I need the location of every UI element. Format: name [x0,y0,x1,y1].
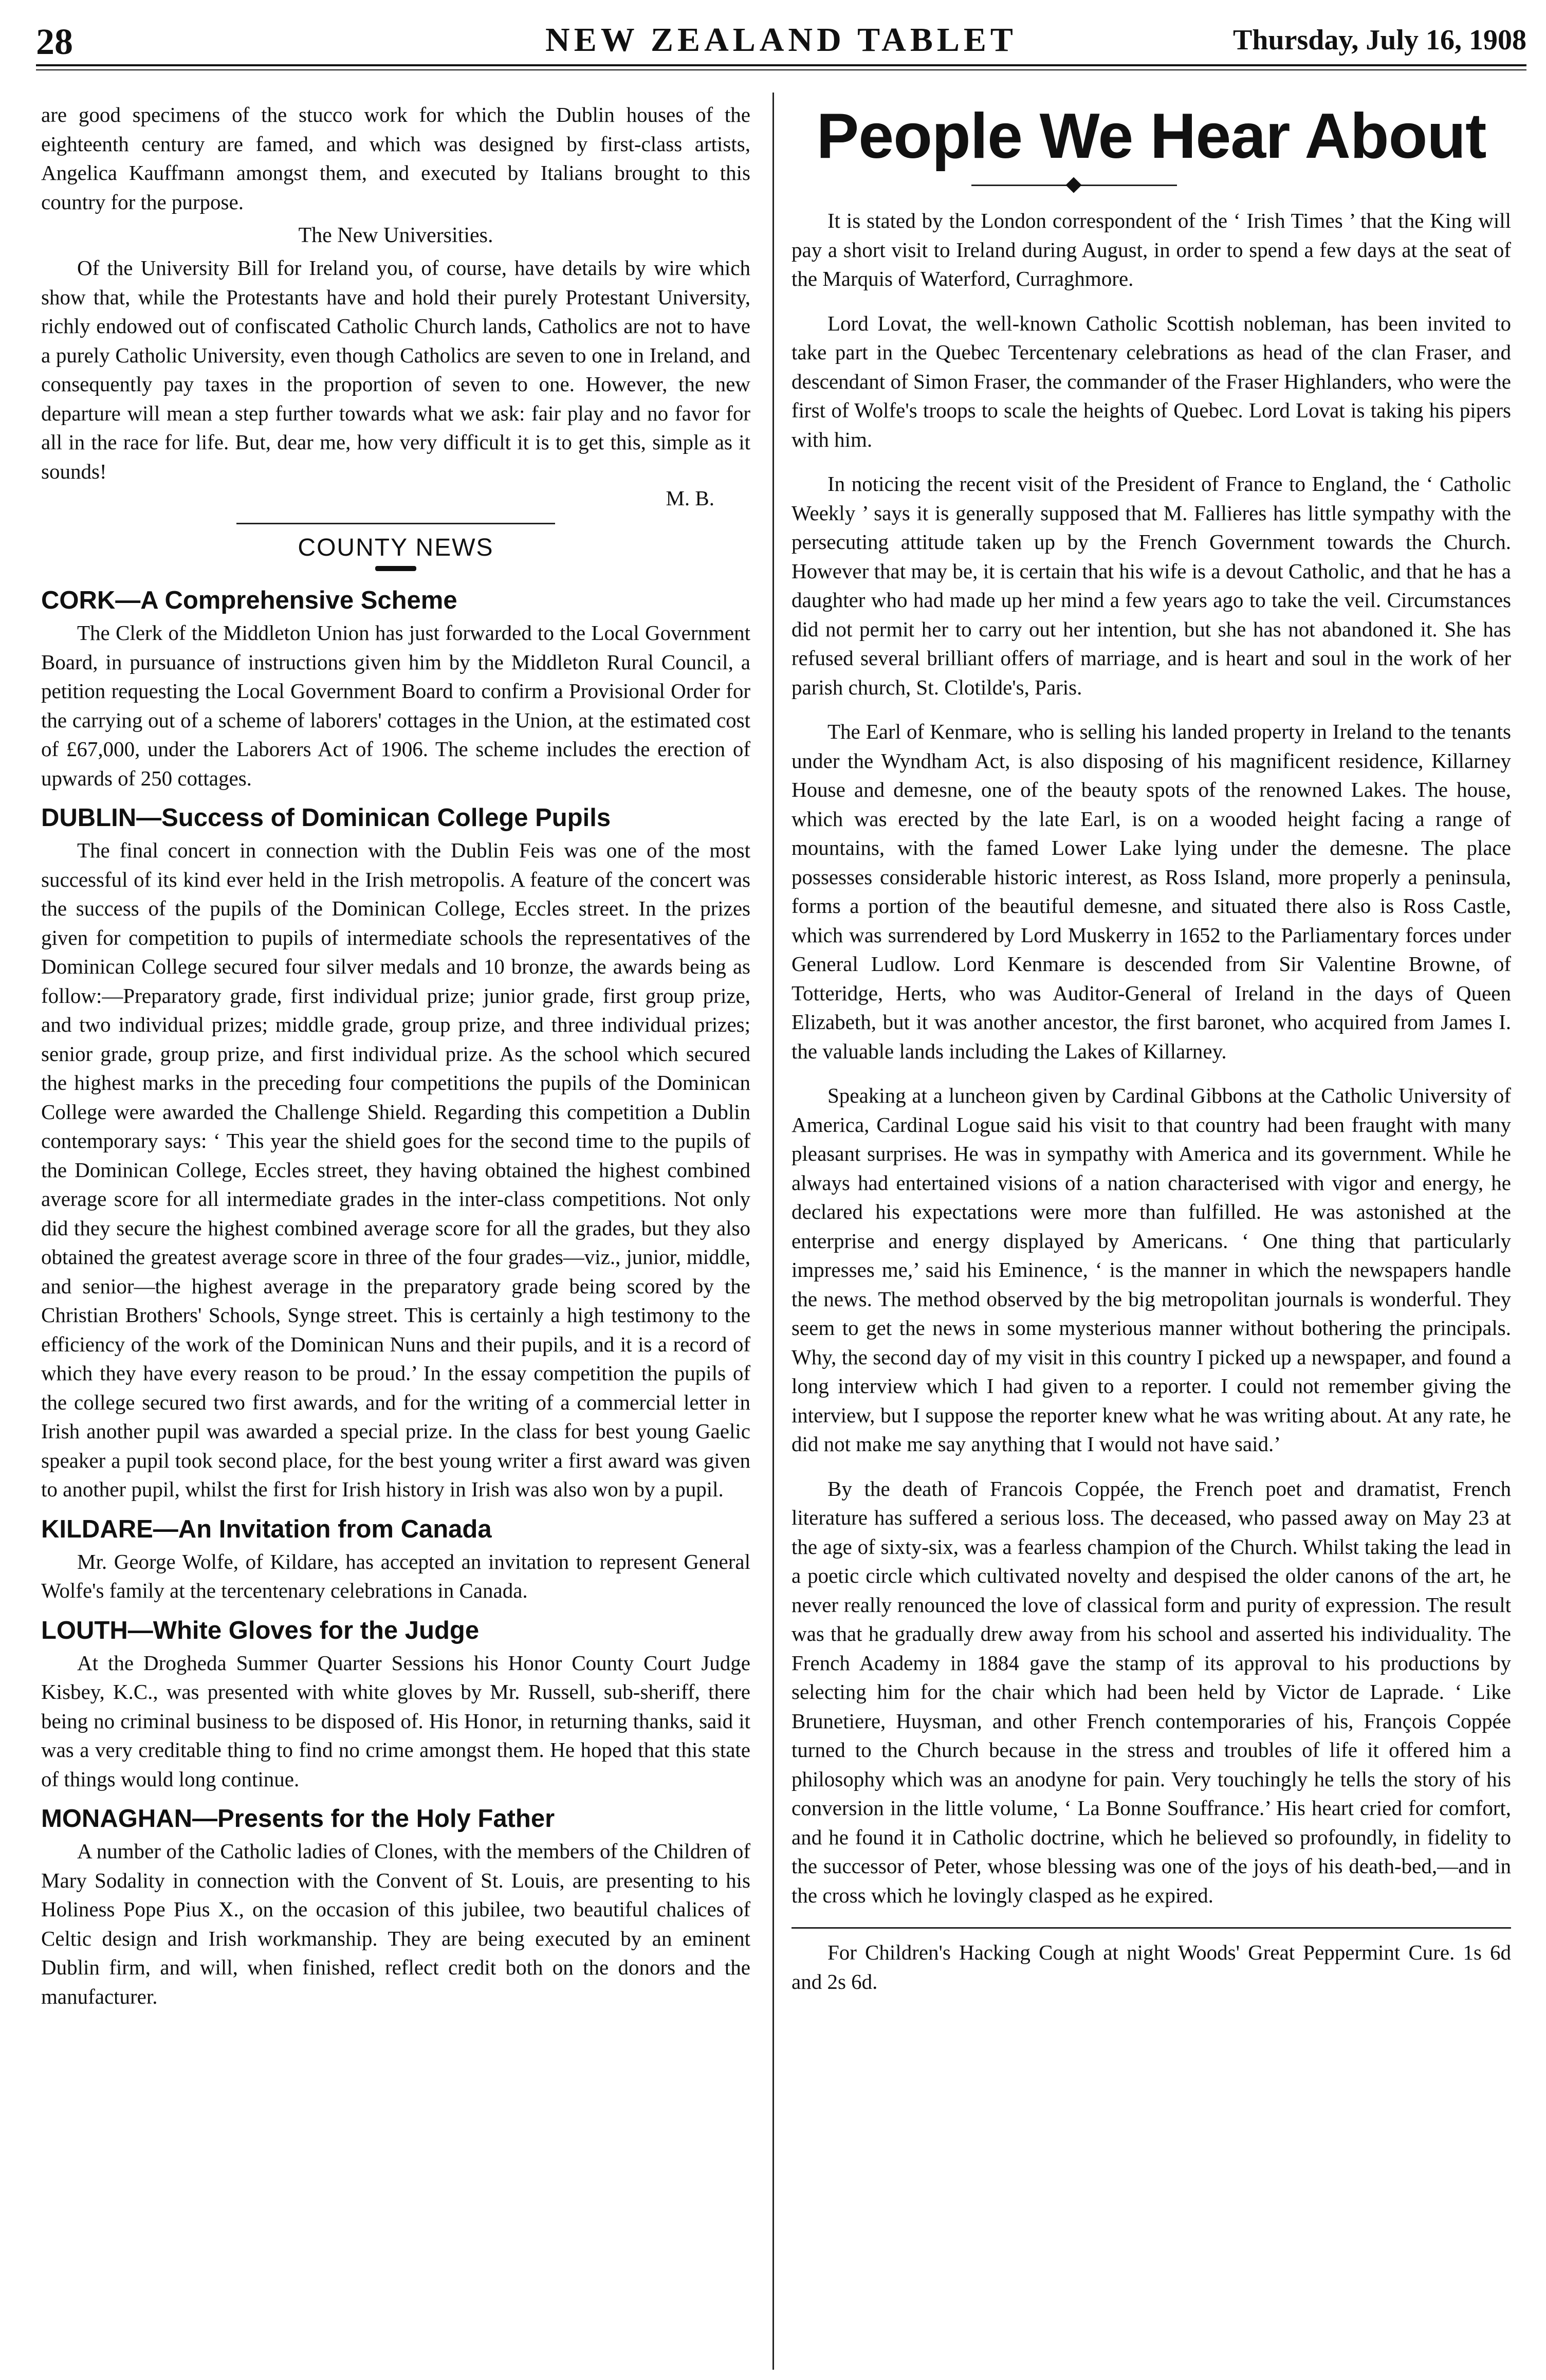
advert-rule [792,1927,1511,1929]
universities-paragraph: Of the University Bill for Ireland you, of course, have details by wire which show that, while the Protestants have and hold their purely Protestant University, richly endowed out of confiscated Catholic Church lands, Catholics are not to have a purely Catholic University, even though Catholics are seven to one in Ireland, and consequently pay taxes in the proportion of seven to one. However, the new departure will mean a step further towards what we ask: fair play and no favor for all in the race for life. But, dear me, how very difficult it is to get this, simple as it sounds! [41,256,750,483]
header-rule-bottom [36,69,1526,70]
column-divider [772,93,774,2370]
louth-paragraph: At the Drogheda Summer Quarter Sessions his Honor County Court Judge Kisbey, K.C., was presented with white gloves by Mr. Russell, sub-sheriff, there being no criminal business to be disposed of. His Honor, in returning thanks, said it was a very creditable thing to find no crime amongst them. He hoped that this state of things would long continue. [41,1651,750,1791]
diamond-rule [792,175,1511,196]
louth-heading: LOUTH—White Gloves for the Judge [41,1616,480,1644]
king-visit-paragraph: It is stated by the London correspondent of the ‘ Irish Times ’ that the King will pay a short visit to Ireland during August, in order to spend a few days at the seat of the Marquis of Waterford, Curraghmore. [792,209,1511,290]
ornament-divider [375,566,416,571]
earl-kenmare-paragraph: The Earl of Kenmare, who is selling his landed property in Ireland to the tenants under the Wyndham Act, is also disposing of his magnificent residence, Killarney House and demesne, one of the beauty spots of the renowned Lakes. The house, which was erected by the late Earl, is on a wooded height facing a range of mountains, with the famed Lower Lake lying under the demesne. The place possesses considerable historic interest, as Ross Island, more properly a peninsula, forms a portion of the beautiful demesne, and situated there also is Ross Castle, which was surrendered by Lord Muskerry in 1652 to the Parliamentary forces under General Ludlow. Lord Kenmare is descended from Sir Valentine Browne, of Totteridge, Herts, who was Auditor-General of Ireland in the days of Queen Elizabeth, but it was another ancestor, the first baronet, who acquired from James I. the valuable lands including the Lakes of Killarney. [792,720,1511,1063]
kildare-paragraph: Mr. George Wolfe, of Kildare, has accepted an invitation to represent General Wolfe's family at the tercentenary celebrations in Canada. [41,1549,750,1602]
section-rule [236,523,555,524]
header-rule-top [36,64,1526,66]
cardinal-logue-paragraph: Speaking at a luncheon given by Cardinal Gibbons at the Catholic University of America, Cardinal Logue said his visit to that country had been fraught with many pleasant surprises. He was in sympathy with America and its government. While he always had entertained visions of a nation characterised with vigor and energy, he declared his expectations were more than fulfilled. He was astonished at the enterprise and energy displayed by Americans. ‘ One thing that particularly impresses me,’ said his Eminence, ‘ is the manner in which the newspapers handle the news. The method observed by the big metropolitan journals is wonderful. They seem to get the news in some mysterious manner without bothering the principals. Why, the second day of my visit in this country I picked up a newspaper, and found a long interview which I had given to a reporter. I could not remember giving the interview, but I suppose the reporter knew what he was writing about. At any rate, he did not make me say anything that I would not have said.’ [792,1084,1511,1456]
diamond-icon [1065,177,1081,193]
dublin-heading: DUBLIN—Success of Dominican College Pupils [41,804,611,832]
president-france-paragraph: In noticing the recent visit of the President of France to England, the ‘ Catholic Weekly ’ says it is generally supposed that M. Fallieres has little sympathy with the persecuting attitude taken up by the French Government towards the Church. However that may be, it is certain that his wife is a devout Catholic, and that he has a daughter who had made up her mind a few years ago to take the veil. Circumstances did not permit her to carry out her intention, but she has not abandoned it. She has refused several brilliant offers of marriage, and is heart and soul in the work of her parish church, St. Clotilde's, Paris. [792,472,1511,699]
monaghan-paragraph: A number of the Catholic ladies of Clones, with the members of the Children of Mary Sodality in connection with the Convent of St. Louis, are presenting to his Holiness Pope Pius X., on the occasion of this jubilee, two beautiful chalices of Celtic design and Irish workmanship. They are being executed by an eminent Dublin firm, and will, when finished, reflect credit both on the donors and the manufacturer. [41,1839,750,2008]
page-header [36,21,1526,77]
publication-title: NEW ZEALAND TABLET [545,21,1017,59]
issue-date: Thursday, July 16, 1908 [1232,24,1526,56]
universities-heading: The New Universities. [298,224,493,247]
cork-heading: CORK—A Comprehensive Scheme [41,587,457,614]
monaghan-heading: MONAGHAN—Presents for the Holy Father [41,1805,555,1833]
kildare-heading: KILDARE—An Invitation from Canada [41,1515,492,1543]
dublin-paragraph: The final concert in connection with the Dublin Feis was one of the most successful of its kind ever held in the Irish metropolis. A feature of the concert was the success of the pupils of the Dominican College, Eccles street. In the prizes given for competition to pupils of intermediate schools the representatives of the Dominican College secured four silver medals and 10 bronze, the awards being as follow:—Preparatory grade, first individual prize; junior grade, first group prize, and two individual prizes; middle grade, group prize, and three individual prizes; senior grade, group prize, and first individual prize. As the school which secured the highest marks in the preceding four competitions the pupils of the Dominican College were awarded the Challenge Shield. Regarding this competition a Dublin contemporary says: ‘ This year the shield goes for the second time to the pupils of the Dominican College, Eccles street, they having obtained the highest combined average score for all intermediate grades in the inter-class competitions. Not only did they secure the highest combined average score for all the grades, but they also obtained the greatest average score in three of the four grades—viz., junior, middle, and senior—the highest average in the preparatory grade being scored by the Christian Brothers' Schools, Synge street. This is certainly a high testimony to the efficiency of the work of the Dominican Nuns and their pupils, and it is a record of which they have every reason to be proud.’ In the essay competition the pupils of the college secured two first awards, and for the writing of a commercial letter in Irish another pupil was awarded a special prize. In the class for best young Gaelic speaker a pupil took second place, for the best young writer a first award was given to another pupil, whilst the first for Irish history in Irish was also won by a pupil. [41,838,750,1501]
cough-cure-advert: For Children's Hacking Cough at night Woods' Great Peppermint Cure. 1s 6d and 2s 6d. [792,1940,1511,1993]
signature: M. B. [666,486,714,510]
county-news-title: COUNTY NEWS [298,534,494,561]
coppee-paragraph: By the death of Francois Coppée, the French poet and dramatist, French literature has suffered a serious loss. The deceased, who passed away on May 23 at the age of sixty-six, was a fearless champion of the Church. Whilst taking the lead in a poetic circle which cultivated novelty and despised the older canons of the art, he never really renounced the love of classical form and purity of expression. The result was that he gradually drew away from his school and asserted his individuality. The French Academy in 1884 gave the stamp of its approval to his productions by selecting him for the chair which had been held by Victor de Laprade. ‘ Like Brunetiere, Huysman, and other French contemporaries of his, François Coppée turned to the Church because in the stress and troubles of life it offered him a philosophy which was an anodyne for pain. Very touchingly he tells the story of his conversion in the little volume, ‘ La Bonne Souffrance.’ His heart cried for comfort, and he found it in Catholic doctrine, which he believed so profoundly, in fidelity to the successor of Peter, whose blessing was one of the joys of his death-bed,—and in the cross which he lovingly clasped as he expired. [792,1476,1511,1907]
intro-paragraph: are good specimens of the stucco work for which the Dublin houses of the eighteenth century are famed, and which was designed by first-class artists, Angelica Kauffmann amongst them, and executed by Italians brought to this country for the purpose. [41,103,750,214]
cork-paragraph: The Clerk of the Middleton Union has just forwarded to the Local Government Board, in pursuance of instructions given him by the Middleton Rural Council, a petition requesting the Local Government Board to confirm a Provisional Order for the carrying out of a scheme of laborers' cottages in the Union, at the estimated cost of £67,000, under the Laborers Act of 1906. The scheme includes the erection of upwards of 250 cottages. [41,621,750,790]
people-we-hear-about-title: People We Hear About [816,101,1486,172]
right-column [792,100,1511,1996]
lord-lovat-paragraph: Lord Lovat, the well-known Catholic Scottish nobleman, has been invited to take part in the Quebec Tercentenary celebrations as head of the clan Fraser, and descendant of Simon Fraser, the commander of the Fraser Highlanders, who were the first of Wolfe's troops to scale the heights of Quebec. Lord Lovat is taking his pipers with him. [792,311,1511,451]
left-column [41,100,750,2011]
page-number: 28 [36,21,73,62]
